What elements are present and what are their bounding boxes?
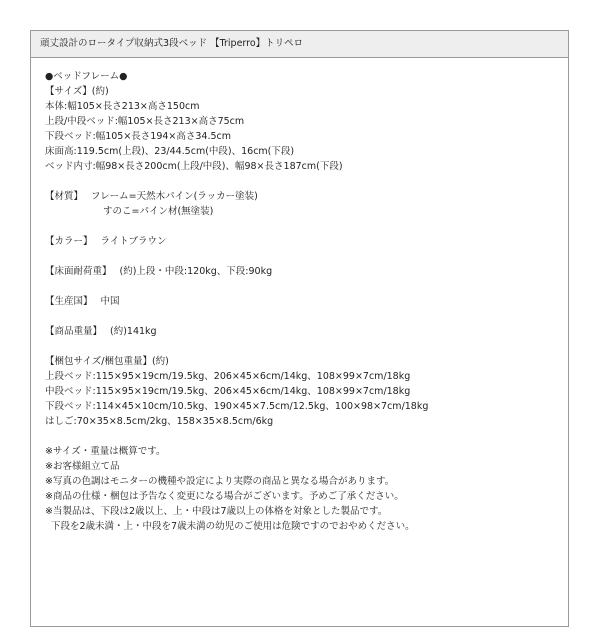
size-line: 下段ベッド:幅105×長さ194×高さ34.5cm xyxy=(45,131,232,142)
origin-label: 【生産国】 xyxy=(45,296,93,307)
note-line: ※当製品は、下段は2歳以上、上・中段は7歳以上の体格を対象とした製品です。 xyxy=(45,506,388,517)
spec-panel xyxy=(30,30,569,627)
section-title: ●ベッドフレーム● xyxy=(45,71,128,82)
size-line: 上段/中段ベッド:幅105×長さ213×高さ75cm xyxy=(45,116,245,127)
package-line: 中段ベッド:115×95×19cm/19.5kg、206×45×6cm/14kg、108×99×7cm/18kg xyxy=(45,386,411,397)
note-line: ※お客様組立て品 xyxy=(45,461,120,472)
origin-value: 中国 xyxy=(100,296,120,307)
package-line: はしご:70×35×8.5cm/2kg、158×35×8.5cm/6kg xyxy=(45,416,274,427)
material-label: 【材質】 xyxy=(45,191,84,202)
note-line: ※写真の色調はモニターの機種や設定により実際の商品と異なる場合があります。 xyxy=(45,476,395,487)
weight-row xyxy=(45,324,568,339)
panel-header xyxy=(31,31,568,58)
package-line: 上段ベッド:115×95×19cm/19.5kg、206×45×6cm/14kg、108×99×7cm/18kg xyxy=(45,371,411,382)
size-line: 床面高:119.5cm(上段)、23/44.5cm(中段)、16cm(下段) xyxy=(45,146,295,157)
size-line: 本体:幅105×長さ213×高さ150cm xyxy=(45,101,200,112)
note-line: ※サイズ・重量は概算です。 xyxy=(45,446,166,457)
weight-label: 【商品重量】 xyxy=(45,326,103,337)
load-label: 【床面耐荷重】 xyxy=(45,266,112,277)
package-label: 【梱包サイズ/梱包重量】(約) xyxy=(45,356,169,367)
size-label: 【サイズ】(約) xyxy=(45,86,109,97)
material-slats: すのこ=パイン材(無塗装) xyxy=(103,206,214,217)
color-value: ライトブラウン xyxy=(100,236,167,247)
size-line: ベッド内寸:幅98×長さ200cm(上段/中段)、幅98×長さ187cm(下段) xyxy=(45,161,343,172)
spec-body xyxy=(31,58,568,534)
material-frame: フレーム=天然木パイン(ラッカー塗装) xyxy=(91,191,258,202)
color-row xyxy=(45,234,568,249)
note-line: ※商品の仕様・梱包は予告なく変更になる場合がございます。予めご了承ください。 xyxy=(45,491,404,502)
package-line: 下段ベッド:114×45×10cm/10.5kg、190×45×7.5cm/12.5kg、100×98×7cm/18kg xyxy=(45,401,429,412)
load-row xyxy=(45,264,568,279)
weight-value: (約)141kg xyxy=(110,326,157,337)
product-title: 頑丈設計のロータイプ収納式3段ベッド 【Triperro】トリペロ xyxy=(40,38,303,49)
color-label: 【カラー】 xyxy=(45,236,93,247)
load-value: (約)上段・中段:120kg、下段:90kg xyxy=(119,266,273,277)
origin-row xyxy=(45,294,568,309)
note-line-indented: 下段を2歳未満・上・中段を7歳未満の幼児のご使用は危険ですのでおやめください。 xyxy=(51,521,415,532)
material-row xyxy=(45,189,568,204)
